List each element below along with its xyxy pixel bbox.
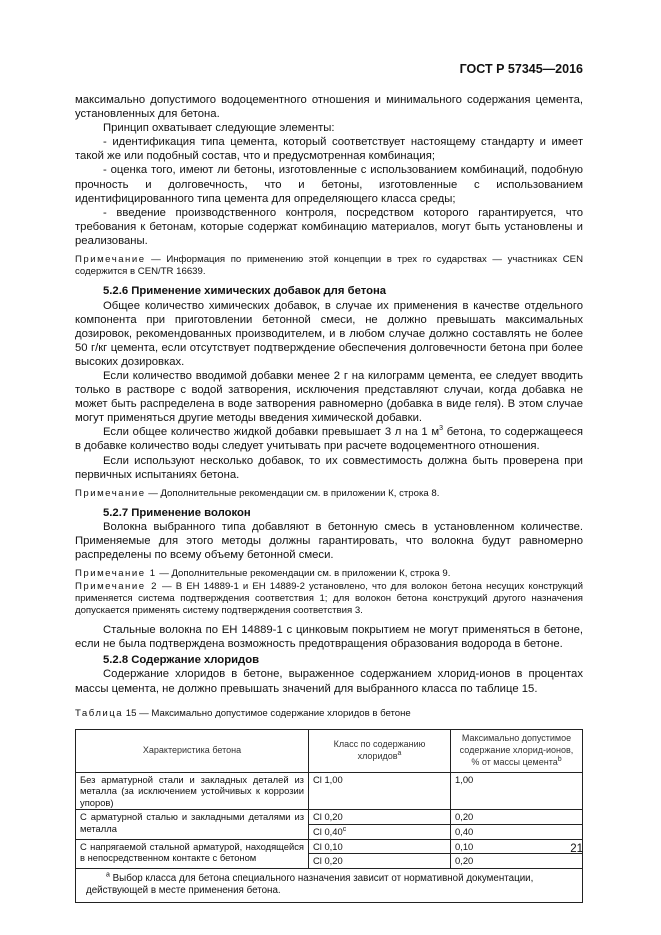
note: [75, 568, 583, 580]
note-label: Примечание 1: [75, 568, 157, 580]
superscript: a: [106, 871, 110, 879]
column-header: [309, 729, 451, 772]
footnote-text: Выбор класса для бетона специального назначения зависит от нормативной документации, действующей в месте применения бетона.: [86, 872, 534, 897]
table-cell: С арматурной сталью и закладными деталями из металла: [76, 810, 309, 839]
section-heading: 5.2.6 Применение химических добавок для бетона: [103, 285, 387, 298]
paragraph: [75, 425, 583, 453]
note-label: Примечание 2: [75, 580, 158, 592]
section-heading: 5.2.8 Содержание хлоридов: [103, 654, 260, 667]
paragraph: Если количество вводимой добавки менее 2 г на килограмм цемента, ее следует вводить только в растворе с водой затворения, исключения представляют случаи, когда добавка не может быть распределена в воде затворения равномерно (добавка в виде геля). В этом случае могут применяться другие методы введения химической добавки.: [75, 370, 583, 425]
table-caption: [75, 707, 583, 721]
paragraph: - идентификация типа цемента, который соответствует настоящему стандарту и имеет такой же или подобный состав, что и предусмотренная комбинация;: [75, 136, 583, 163]
note-text: — Дополнительные рекомендации см. в приложении К, строка 8.: [145, 487, 440, 499]
note-text: — Информация по применению этой концепции в трех го сударствах — участниках CEN содержится в CEN/TR 16639.: [75, 254, 583, 278]
table-header-row: [76, 729, 583, 772]
paragraph-text: бетона, то содержащееся в добавке количество воды следует учитывать при расчете водоцементного отношения.: [75, 426, 583, 453]
note-label: Примечание: [75, 254, 146, 266]
superscript: b: [557, 755, 562, 763]
note-text: — Дополнительные рекомендации см. в приложении К, строка 9.: [156, 568, 451, 580]
column-header: Характеристика бетона: [76, 729, 309, 772]
table-cell: Cl 0,20: [309, 854, 451, 869]
column-header-text: Максимально допустимое содержание хлорид-ионов, % от массы цемента: [459, 733, 574, 767]
table-cell: 0,10: [451, 839, 583, 854]
paragraph: - оценка того, имеют ли бетоны, изготовленные с использованием комбинаций, подобную прочность и долговечность, что и бетоны, изготовленные с использованием идентифицированного типа цемента для определяющего класса среды;: [75, 164, 583, 205]
table-cell: 0,20: [451, 854, 583, 869]
table-cell: С напрягаемой стальной арматурой, находящейся в непосредственном контакте с бетоном: [76, 839, 309, 868]
table-footnote: [76, 868, 583, 902]
table-cell: Без арматурной стали и закладных деталей из металла (за исключением устойчивых к коррозии упоров): [76, 772, 309, 810]
table-cell: 0,20: [451, 810, 583, 825]
superscript: a: [397, 749, 402, 757]
paragraph: - введение производственного контроля, посредством которого гарантируется, что требования к бетонам, которые содержат комбинацию материалов, могут быть установлены и реализованы.: [75, 206, 583, 247]
cell-text: Cl 0,40: [313, 826, 343, 838]
paragraph: Волокна выбранного типа добавляют в бетонную смесь в установленном количестве. Применяемые для этого методы должны гарантировать, что волокна будут равномерно распределены по всему объему бетонной смеси.: [75, 521, 583, 562]
table-footnote-row: [76, 868, 583, 902]
table-cell: 0,40: [451, 825, 583, 840]
table-cell: Cl 0,20: [309, 810, 451, 825]
table-cell: 1,00: [451, 772, 583, 810]
section-heading: 5.2.7 Применение волокон: [103, 506, 251, 519]
paragraph: максимально допустимого водоцементного отношения и минимального содержания цемента, установленных для бетона.: [75, 94, 583, 121]
paragraph: Принцип охватывает следующие элементы:: [103, 122, 335, 135]
table-row: [76, 810, 583, 825]
table-caption-text: 15 — Максимально допустимое содержание хлоридов в бетоне: [123, 707, 411, 719]
page-number: 21: [570, 843, 583, 855]
column-header: [451, 729, 583, 772]
paragraph: Если используют несколько добавок, то их совместимость должна быть проверена при первичных испытаниях бетона.: [75, 454, 583, 481]
table-cell: Cl 0,10: [309, 839, 451, 854]
paragraph: Общее количество химических добавок, в случае их применения в качестве отдельного компонента при приготовлении бетонной смеси, не должно превышать максимальных дозировок, рекомендованных производителем, и в любом случае должно составлять не более 50 г/кг цемента, если отсутствует подтверждение обеспечения долговечности бетона при более высоких дозировках.: [75, 299, 583, 368]
superscript: c: [342, 825, 347, 833]
note: [75, 254, 583, 278]
column-header-text: Класс по содержанию хлоридов: [333, 739, 426, 761]
paragraph-text: Если общее количество жидкой добавки превышает 3 л на 1 м: [103, 426, 440, 439]
paragraph: Содержание хлоридов в бетоне, выраженное содержанием хлорид-ионов в процентах массы цемента, не должно превышать значений для выбранного класса по таблице 15.: [75, 668, 583, 695]
paragraph: Стальные волокна по ЕН 14889-1 с цинковым покрытием не могут применяться в бетоне, если не была подтверждена возможность предотвращения образования водорода в бетоне.: [75, 624, 583, 651]
note-text: — В ЕН 14889-1 и ЕН 14889-2 установлено, что для волокон бетона несущих конструкций применяется система подтверждения соответствия 1; для волокон бетона конструкций другого назначения допускается применять систему подтверждения соответствия 3.: [75, 580, 583, 616]
note-label: Примечание: [75, 487, 146, 499]
note: [75, 581, 583, 618]
table-caption-label: Таблица: [75, 707, 124, 719]
superscript: 3: [439, 425, 443, 433]
page-content: [75, 93, 583, 903]
table-cell: [309, 825, 451, 840]
table-row: [76, 772, 583, 810]
table-row: [76, 839, 583, 854]
standard-header: ГОСТ Р 57345—2016: [459, 62, 583, 76]
note: [75, 488, 583, 500]
table-cell: Cl 1,00: [309, 772, 451, 810]
chloride-table: [75, 729, 583, 903]
